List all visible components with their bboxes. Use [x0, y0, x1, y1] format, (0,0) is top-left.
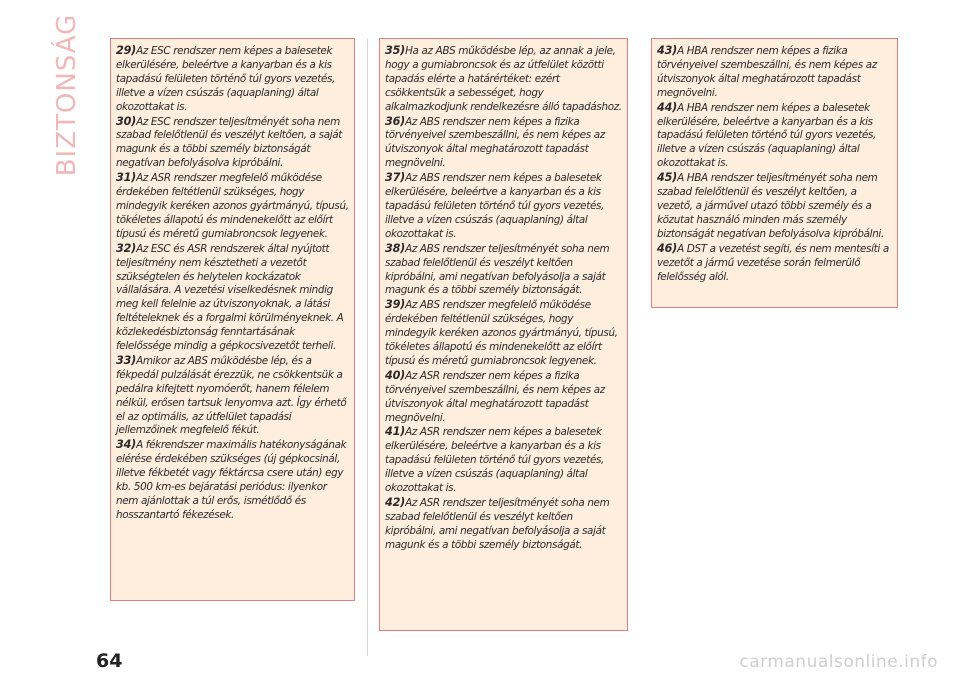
warning-box-1	[110, 38, 355, 601]
safety-note	[385, 298, 622, 369]
safety-note	[385, 369, 622, 426]
safety-note	[657, 242, 892, 285]
section-title-text: BIZTONSÁG	[52, 13, 82, 177]
note-text: A HBA rendszer teljesítményét soha nem szabad felelőtlenül és veszélyt keltően, a vezető, a járművel utazó többi személy és a közutat használó minden más személy biztonságát negatívan befolyásolva kipróbálni.	[657, 172, 884, 240]
note-number: 30)	[116, 114, 137, 128]
safety-note	[116, 171, 349, 242]
note-number: 42)	[385, 496, 406, 509]
note-number: 45)	[657, 171, 678, 185]
warning-box-2	[379, 38, 628, 631]
note-text: A DST a vezetést segíti, és nem mentesíti a vezetőt a jármű vezetése során felmerülő felelősség alól.	[657, 242, 889, 283]
note-number: 32)	[116, 241, 137, 255]
safety-note	[657, 101, 892, 172]
note-number: 36)	[385, 114, 406, 128]
safety-note	[116, 115, 349, 172]
note-text: Ha az ABS működésbe lép, az annak a jele, hogy a gumiabroncsok és az útfelület közötti tapadás elérte a határértéket: ezért csökkentsük a sebességet, hogy alkalmazkodjunk rendelkezésre álló tapadáshoz.	[385, 45, 622, 113]
note-number: 43)	[657, 44, 678, 57]
note-text: Amikor az ABS működésbe lép, és a fékpedál pulzálását érezzük, ne csökkentsük a pedálra kifejtett nyomóerőt, hanem félelem nélkül, erősen tartsuk lenyomva azt. Így érhető el az optimális, az útfelület tapadási jellemzőinek megfelelő fékút.	[116, 354, 347, 437]
note-text: Az ABS rendszer teljesítményét soha nem szabad felelőtlenül és veszélyt keltően kipróbálni, ami negatívan befolyásolja a saját magunk és a többi személy biztonságát.	[385, 242, 610, 297]
safety-note	[385, 44, 622, 115]
note-text: Az ASR rendszer nem képes a fizika törvényeivel szembeszállni, és nem képes az útviszonyok által meghatározott tapadást megnövelni.	[385, 369, 605, 424]
safety-note	[657, 171, 892, 242]
safety-note	[116, 242, 349, 354]
note-number: 38)	[385, 241, 406, 255]
safety-note	[657, 44, 892, 101]
watermark: carmanualsonline.info	[739, 652, 938, 672]
note-text: Az ASR rendszer nem képes a balesetek elkerülésére, beleértve a kanyarban és a kis tapadású felületen történő túl gyors vezetés, illetve a vízen csúszás (aquaplaning) által okozottakat is.	[385, 426, 605, 495]
note-number: 39)	[385, 298, 406, 312]
warning-box-3	[651, 38, 898, 308]
note-text: A fékrendszer maximális hatékonyságának elérése érdekében szükséges (új gépkocsinál, illetve fékbetét vagy féktárcsa csere után) egy kb. 500 km-es bejáratási periódus: ilyenkor nem ajánlottak a túl erős, ismétlődő és hosszantartó fékezések.	[116, 439, 347, 521]
safety-note	[385, 496, 622, 553]
safety-note	[116, 44, 349, 115]
safety-note	[385, 171, 622, 242]
note-text: Az ABS rendszer nem képes a balesetek elkerülésére, beleértve a kanyarban és a kis tapadású felületen történő túl gyors vezetés, illetve a vízen csúszás (aquaplaning) által okozottakat is.	[385, 172, 605, 240]
safety-note	[385, 115, 622, 172]
section-title	[50, 13, 84, 177]
note-text: A HBA rendszer nem képes a fizika törvényeivel szembeszállni, és nem képes az útviszonyok által meghatározott tapadást megnövelni.	[657, 45, 877, 99]
note-number: 41)	[385, 425, 406, 439]
note-number: 35)	[385, 44, 406, 57]
note-text: Az ESC rendszer teljesítményét soha nem szabad felelőtlenül és veszélyt keltően, a saját magunk és a többi személy biztonságát negatívan befolyásolva kipróbálni.	[116, 115, 343, 170]
safety-note	[116, 438, 349, 522]
column-divider	[367, 38, 368, 656]
note-text: Az ABS rendszer nem képes a fizika törvényeivel szembeszállni, és nem képes az útviszonyok által meghatározott tapadást megnövelni.	[385, 115, 605, 170]
safety-note	[385, 242, 622, 299]
note-number: 31)	[116, 171, 137, 185]
note-number: 40)	[385, 368, 406, 382]
note-number: 29)	[116, 44, 137, 57]
page-number: 64	[96, 650, 123, 672]
safety-note	[385, 425, 622, 496]
note-text: Az ASR rendszer teljesítményét soha nem szabad felelőtlenül és veszélyt keltően kipróbálni, ami negatívan befolyásolja a saját magunk és a többi személy biztonságát.	[385, 497, 610, 551]
note-text: A HBA rendszer nem képes a balesetek elkerülésére, beleértve a kanyarban és a kis tapadású felületen történő túl gyors vezetés, illetve a vízen csúszás (aquaplaning) által okozottakat is.	[657, 101, 877, 170]
note-text: Az ESC rendszer nem képes a balesetek elkerülésére, beleértve a kanyarban és a kis tapadású felületen történő túl gyors vezetés, illetve a vízen csúszás (aquaplaning) által okozottakat is.	[116, 45, 336, 113]
note-text: Az ASR rendszer megfelelő működése érdekében feltétlenül szükséges, hogy mindegyik keréken azonos gyártmányú, típusú, tökéletes állapotú és mindenekelőtt az előírt típusú és méretű gumiabroncsok legyenek.	[116, 172, 349, 240]
note-number: 44)	[657, 100, 678, 114]
note-number: 33)	[116, 353, 137, 367]
note-number: 34)	[116, 438, 137, 452]
note-text: Az ABS rendszer megfelelő működése érdekében feltétlenül szükséges, hogy mindegyik keréken azonos gyártmányú, típusú, tökéletes állapotú és mindenekelőtt az előírt típusú és méretű gumiabroncsok legyenek.	[385, 299, 618, 367]
note-text: Az ESC és ASR rendszerek által nyújtott teljesítmény nem késztetheti a vezetőt szükségtelen és helytelen kockázatok vállalására. A vezetési viselkedésnek mindig meg kell felelnie az útviszonyoknak, a látási feltételeknek és a forgalmi körülményeknek. A közlekedésbiztonság fenntartásának felelőssége mindig a gépkocsivezetőt terheli.	[116, 242, 344, 353]
note-number: 37)	[385, 171, 406, 185]
note-number: 46)	[657, 241, 678, 255]
safety-note	[116, 354, 349, 438]
